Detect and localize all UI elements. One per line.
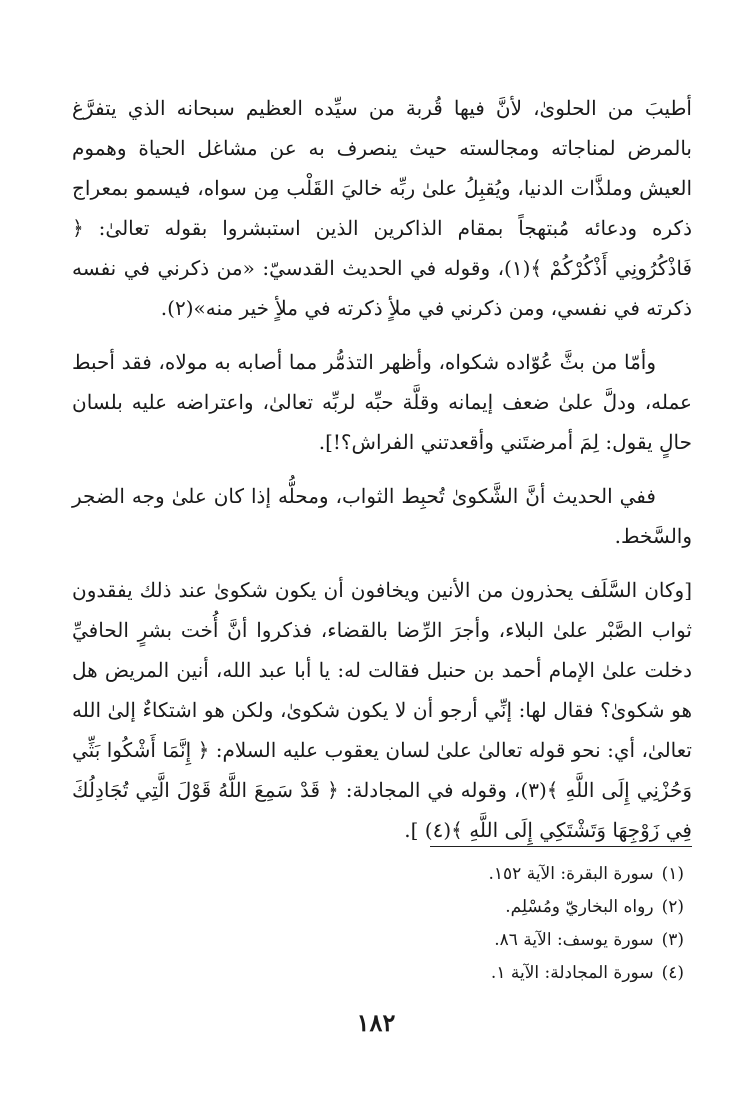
footnote-item: [364, 924, 684, 957]
footnote-text: سورة المجادلة: الآية ١.: [490, 963, 654, 983]
page-body: [72, 88, 692, 850]
footnote-item: [364, 891, 684, 924]
footnote-number: (٢): [661, 897, 684, 917]
footnote-number: (٤): [661, 963, 684, 983]
paragraph-3: ففي الحديث أنَّ الشَّكوىٰ تُحبِط الثواب، ومحلُّه إذا كان علىٰ وجه الضجر والسَّخط.: [72, 484, 692, 548]
paragraph-2: وأمّا من بثَّ عُوّاده شكواه، وأظهر التذمُّر مما أصابه به مولاه، فقد أحبط عمله، ودلَّ علىٰ ضعف إيمانه وقلَّة حبِّه لربِّه تعالىٰ، واعتراضه عليه بلسان حالٍ يقول: لِمَ أمرضتَني وأقعدتني الفراش؟!].: [72, 350, 692, 454]
footnote-item: [364, 858, 684, 891]
footnote-text: رواه البخاريّ ومُسْلِم.: [505, 897, 654, 917]
footnote-number: (١): [661, 864, 684, 884]
footnote-text: سورة يوسف: الآية ٨٦.: [494, 930, 654, 950]
footnote-text: سورة البقرة: الآية ١٥٢.: [488, 864, 654, 884]
footnotes-list: [364, 858, 684, 990]
page-number: ١٨٢: [356, 1008, 396, 1037]
footnote-divider: [430, 846, 692, 847]
footnote-item: [364, 957, 684, 990]
paragraph-4: [وكان السَّلَف يحذرون من الأنين ويخافون أن يكون شكوىٰ عند ذلك يفقدون ثواب الصَّبْر علىٰ البلاء، وأجرَ الرِّضا بالقضاء، فذكروا أنَّ أُخت بشرٍ الحافيِّ دخلت علىٰ الإمام أحمد بن حنبل فقالت له: يا أبا عبد الله، أنين المريض هل هو شكوىٰ؟ فقال لها: إنِّي أرجو أن لا يكون شكوىٰ، ولكن هو اشتكاءٌ إلىٰ الله تعالىٰ، أي: نحو قوله تعالىٰ علىٰ لسان يعقوب عليه السلام: ﴿ إِنَّمَا أَشْكُوا بَثِّي وَحُزْنِي إِلَى اللَّهِ ﴾(٣)، وقوله في المجادلة: ﴿ قَدْ سَمِعَ اللَّهُ قَوْلَ الَّتِي تُجَادِلُكَ فِي زَوْجِهَا وَتَشْتَكِي إِلَى اللَّهِ ﴾(٤) ].: [72, 578, 692, 842]
footnote-number: (٣): [661, 930, 684, 950]
paragraph-1: أطيبَ من الحلوىٰ، لأنَّ فيها قُربة من سيِّده العظيم سبحانه الذي يتفرَّغ بالمرض لمناجاته ومجالسته حيث ينصرف به عن مشاغل الحياة وهموم العيش وملذَّات الدنيا، ويُقبِلُ علىٰ ربِّه خاليَ القَلْب مِن سواه، فيسمو بمعراج ذكره ودعائه مُبتهجاً بمقام الذاكرين الذين استبشروا بقوله تعالىٰ: ﴿ فَاذْكُرُونِي أَذْكُرْكُمْ ﴾(١)، وقوله في الحديث القدسيّ: «من ذكرني في نفسه ذكرته في نفسي، ومن ذكرني في ملأٍ ذكرته في ملأٍ خير منه»(٢).: [72, 96, 692, 320]
